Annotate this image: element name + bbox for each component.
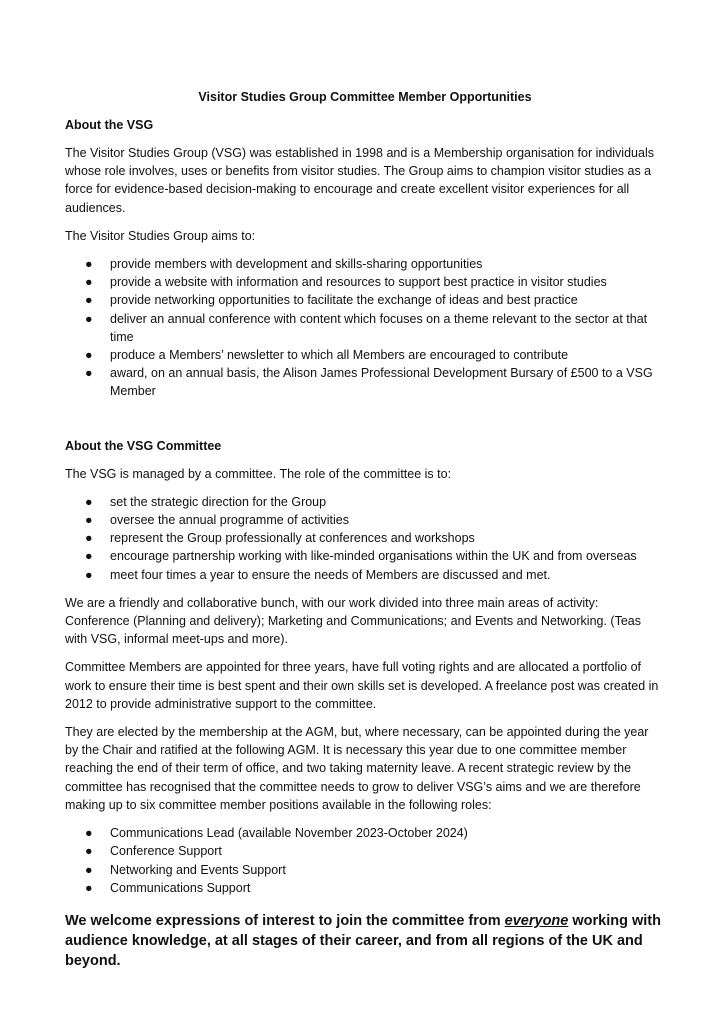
role-text: meet four times a year to ensure the needs of Members are discussed and met. xyxy=(110,567,551,582)
position-text: Networking and Events Support xyxy=(110,862,286,877)
position-text: Communications Support xyxy=(110,880,251,895)
list-item xyxy=(65,511,665,529)
aim-text: provide members with development and skills-sharing opportunities xyxy=(110,257,483,272)
aims-lead: The Visitor Studies Group aims to: xyxy=(65,228,256,243)
aim-text: provide networking opportunities to facilitate the exchange of ideas and best practice xyxy=(110,293,578,308)
bullet-icon: ● xyxy=(85,257,93,272)
about-vsg-intro: The Visitor Studies Group (VSG) was established in 1998 and is a Membership organisation for individuals whose role involves, uses or benefits from visitor studies. The Group aims to champion visitor studies as a force for evidence-based decision-making to encourage and create excellent visitor experiences for all audiences. xyxy=(65,146,654,215)
bullet-icon: ● xyxy=(85,513,93,528)
list-item xyxy=(65,310,665,346)
closing-emphasis: everyone xyxy=(504,912,569,929)
bullet-icon: ● xyxy=(85,293,93,308)
list-item xyxy=(65,547,665,565)
committee-intro: The VSG is managed by a committee. The role of the committee is to: xyxy=(65,466,452,481)
bullet-icon: ● xyxy=(85,844,93,859)
position-text: Conference Support xyxy=(110,844,222,859)
role-text: oversee the annual programme of activities xyxy=(110,513,350,528)
bullet-icon: ● xyxy=(85,531,93,546)
section-spacer xyxy=(65,411,665,437)
aim-text: deliver an annual conference with content which focuses on a theme relevant to the sector at that time xyxy=(110,311,648,344)
role-text: set the strategic direction for the Group xyxy=(110,494,327,509)
list-item xyxy=(65,861,665,879)
role-text: represent the Group professionally at conferences and workshops xyxy=(110,531,475,546)
bullet-icon: ● xyxy=(85,567,93,582)
terms-paragraph: Committee Members are appointed for three years, have full voting rights and are allocated a portfolio of work to ensure their time is best spent and their own skills set is developed. A freelance post was created in 2012 to provide administrative support to the committee. xyxy=(65,660,659,711)
list-item xyxy=(65,529,665,547)
list-item xyxy=(65,824,665,842)
list-item xyxy=(65,291,665,309)
bullet-icon: ● xyxy=(85,862,93,877)
about-committee-heading: About the VSG Committee xyxy=(65,438,222,453)
bullet-icon: ● xyxy=(85,348,93,363)
list-item xyxy=(65,842,665,860)
election-paragraph: They are elected by the membership at the AGM, but, where necessary, can be appointed during the year by the Chair and ratified at the following AGM. It is necessary this year due to one committee member reaching the end of their term of office, and two taking maternity leave. A recent strategic review by the committee has recognised that the committee needs to grow to deliver VSG’s aims and we are therefore making up to six committee member positions available in the following roles: xyxy=(65,725,649,812)
bullet-icon: ● xyxy=(85,366,93,381)
about-vsg-heading: About the VSG xyxy=(65,118,154,132)
list-item xyxy=(65,364,665,400)
activity-paragraph: We are a friendly and collaborative bunch, with our work divided into three main areas of activity: Conference (Planning and delivery); Marketing and Communications; and Events and Networking. (Teas with VSG, informal meet-ups and more). xyxy=(65,595,641,647)
role-text: encourage partnership working with like-minded organisations within the UK and from overseas xyxy=(110,549,637,564)
closing-before: We welcome expressions of interest to join the committee from xyxy=(65,912,505,929)
closing-after: working with audience knowledge, at all stages of their career, and from all regions of the UK and beyond. xyxy=(65,912,661,969)
bullet-icon: ● xyxy=(85,880,93,895)
document-title: Visitor Studies Group Committee Member Opportunities xyxy=(198,90,532,104)
closing-statement xyxy=(65,911,665,971)
list-item xyxy=(65,566,665,584)
bullet-icon: ● xyxy=(85,549,93,564)
list-item xyxy=(65,346,665,364)
list-item xyxy=(65,493,665,511)
bullet-icon: ● xyxy=(85,311,93,326)
list-item xyxy=(65,255,665,273)
list-item xyxy=(65,273,665,291)
bullet-icon: ● xyxy=(85,275,93,290)
bullet-icon: ● xyxy=(85,826,93,841)
aim-text: provide a website with information and resources to support best practice in visitor studies xyxy=(110,275,607,290)
bullet-icon: ● xyxy=(85,494,93,509)
position-text: Communications Lead (available November 2023-October 2024) xyxy=(110,826,468,841)
aim-text: produce a Members’ newsletter to which all Members are encouraged to contribute xyxy=(110,348,569,363)
list-item xyxy=(65,879,665,897)
positions-list xyxy=(65,824,665,897)
committee-roles-list xyxy=(65,493,665,584)
aims-list xyxy=(65,255,665,401)
aim-text: award, on an annual basis, the Alison James Professional Development Bursary of £500 to a VSG Member xyxy=(110,366,653,399)
